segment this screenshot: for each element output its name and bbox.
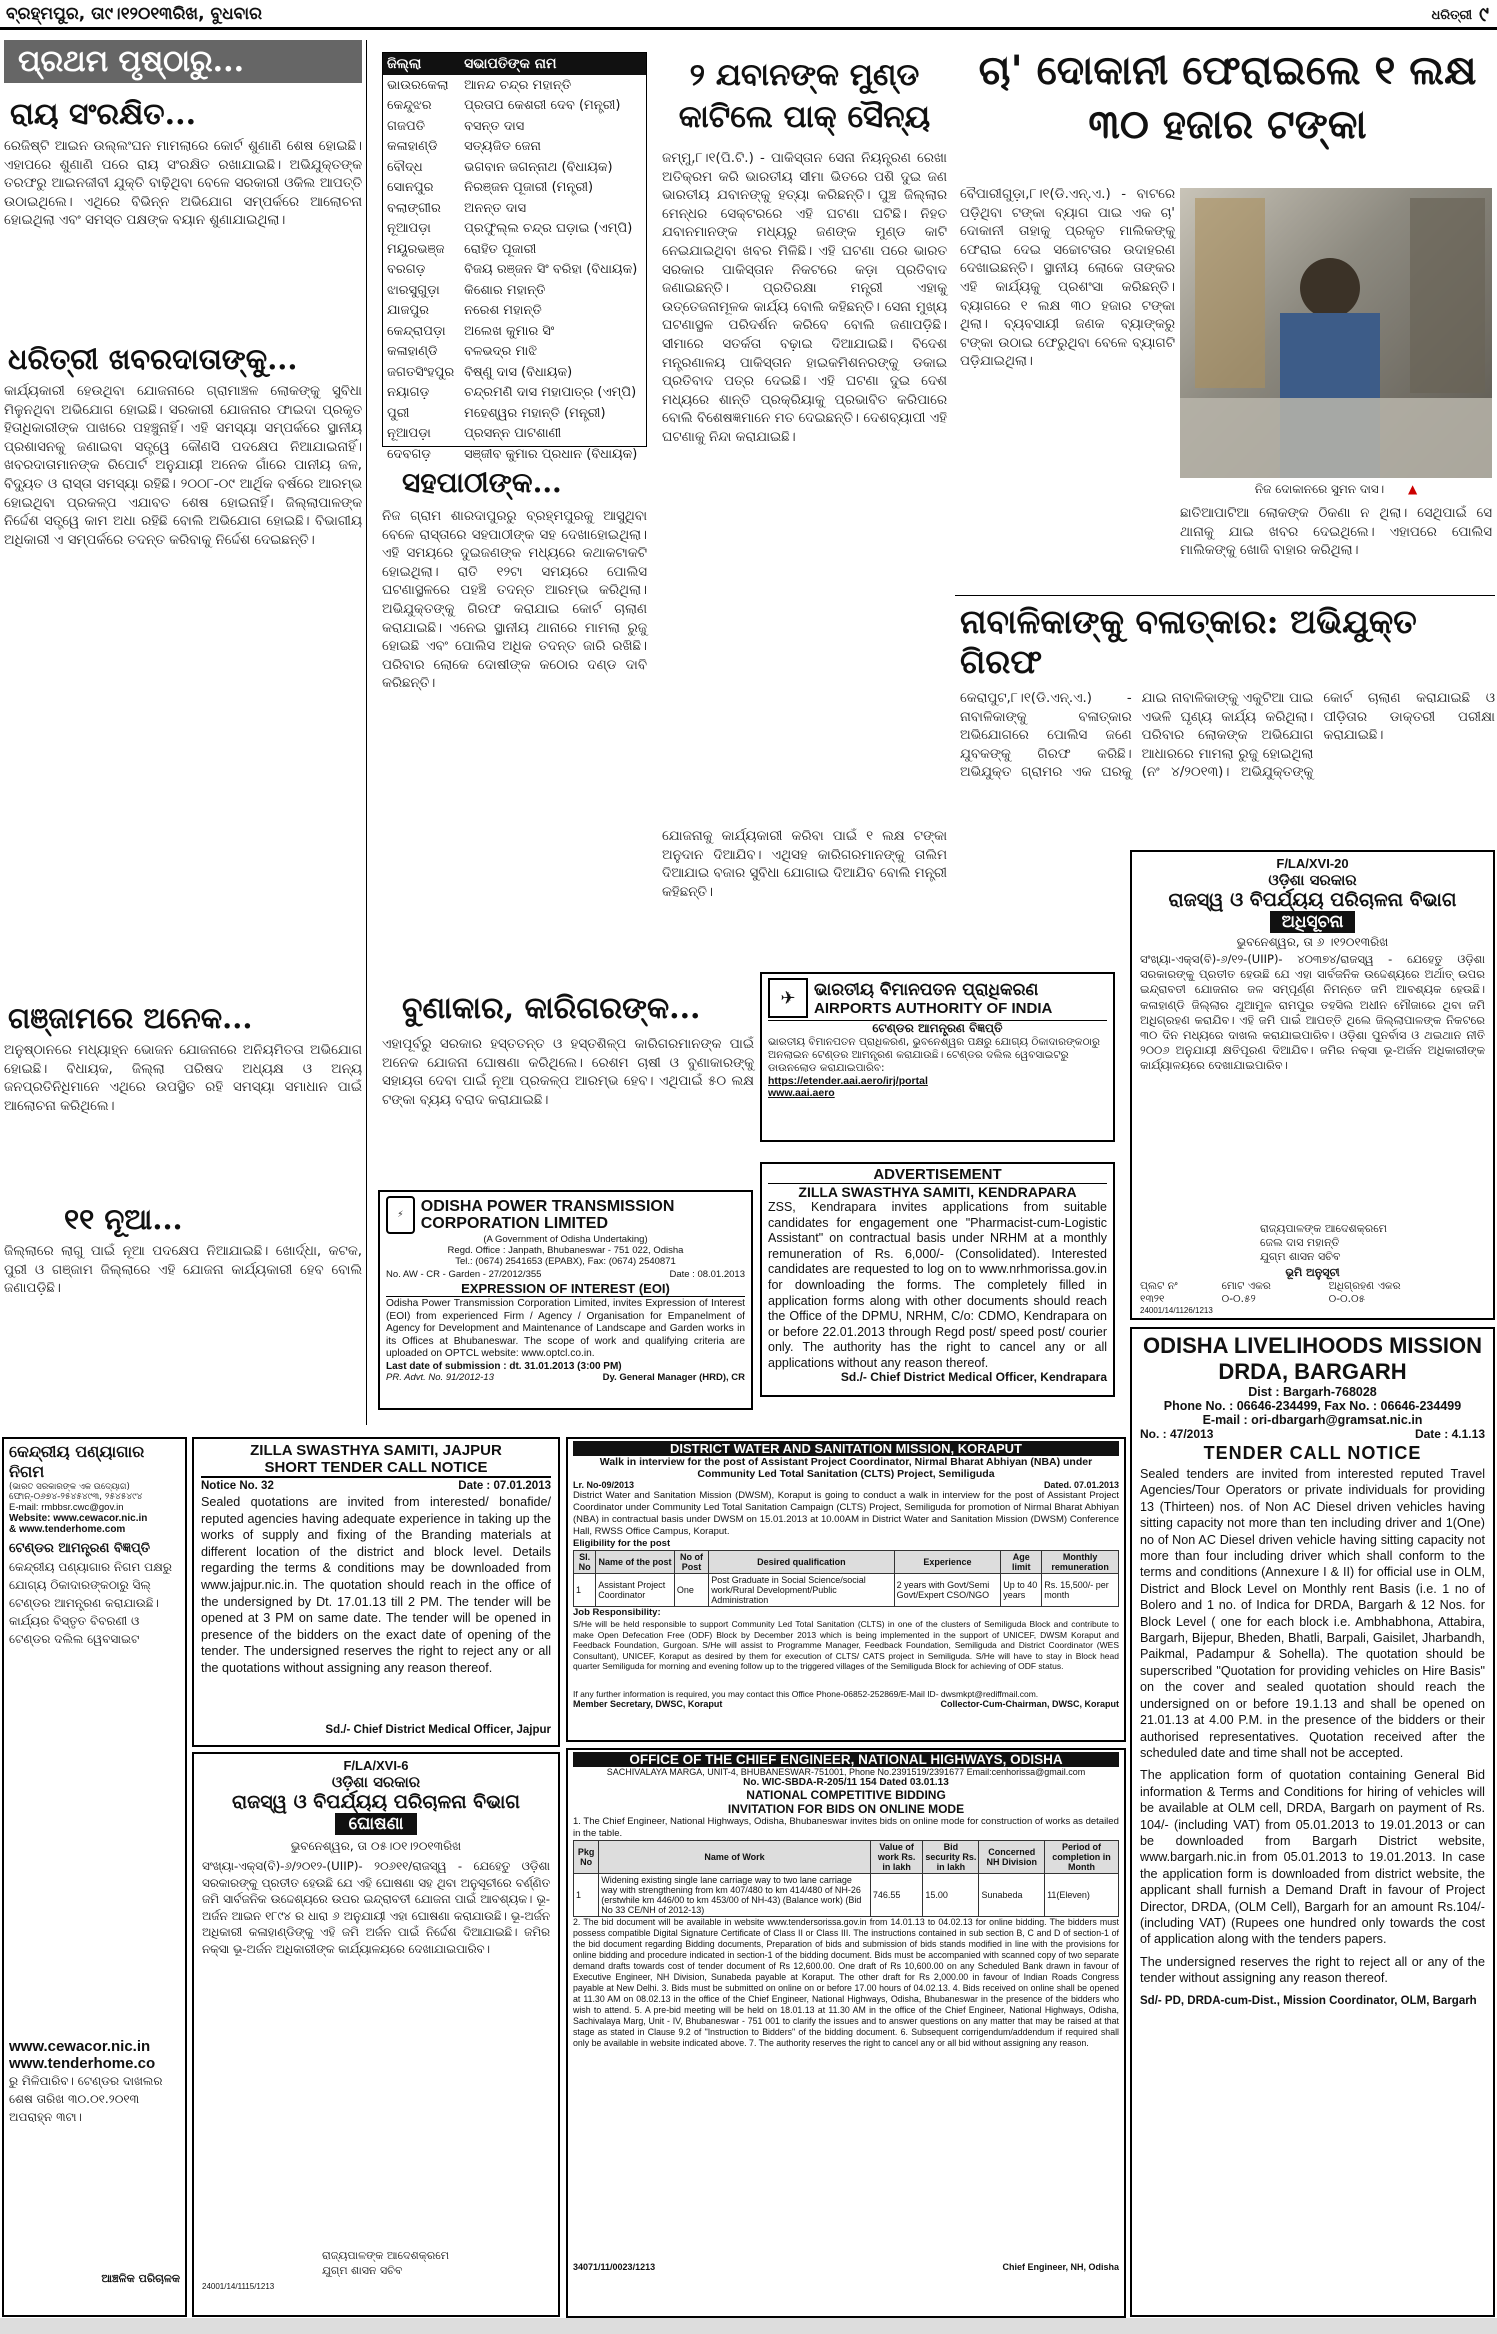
president-name-cell: ପ୍ରଫୁଲ୍ଲ ଚନ୍ଦ୍ର ଘଡ଼ାଇ (ଏମ୍ପି) [464,221,633,237]
president-name-cell: ପ୍ରତାପ କେଶରୀ ଦେବ (ମନ୍ତ୍ରୀ) [464,98,621,114]
olm-title-2: DRDA, BARGARH [1218,1359,1407,1384]
ad-zss-jajpur [192,1437,560,1747]
headline-bunakar: ବୁଣାକାର, କାରିଗରଙ୍କ... [402,991,701,1026]
president-name-cell: ଭଗବାନ ଜଗନ୍ନାଥ (ବିଧାୟକ) [464,159,613,175]
aai-url-etender[interactable]: https://etender.aai.aero/irj/portal [768,1075,928,1087]
table-row [383,116,646,137]
president-name-cell: ବିଜୟ ରଞ୍ଜନ ସିଂ ବରିହା (ବିଧାୟକ) [464,262,638,278]
nh-table-cell: Sunabeda [979,1874,1045,1917]
aai-title-english: AIRPORTS AUTHORITY OF INDIA [814,999,1053,1017]
nh-table-cell: 11(Eleven) [1045,1874,1119,1917]
column-divider [366,40,367,1425]
cewacor-email: E-mail: rmbbsr.cwc@gov.in [9,1502,124,1513]
ad-national-highways [566,1748,1126,2318]
zss-jajpur-notice-no: Notice No. 32 [201,1480,274,1492]
president-name-cell: ବିଷ୍ଣୁ ଦାସ (ବିଧାୟକ) [464,364,573,380]
ad-zss-kendrapara [760,1162,1115,1397]
article-raya: ରେଜିଷ୍ଟି ଆଇନ ଉଲ୍ଲଂଘନ ମାମଲାରେ କୋର୍ଟ ଶୁଣାଣି ଶେଷ ହୋଇଛି। ଏହାପରେ ଶୁଣାଣି ପରେ ରାୟ ସଂରକ୍ଷିତ ରଖାଯାଇଛି। ଅଭିଯୁକ୍ତଙ୍କ ତରଫରୁ ଆଇନଜୀବୀ ଯୁକ୍ତି ବାଢ଼ିଥିବା ବେଳେ ସରକାରୀ ଓକିଲ ଆପତ୍ତି ଉଠାଇଥିଲେ। ଏଥିରେ ବିଭିନ୍ନ ଅଭିଯୋଗ ସମ୍ପର୍କରେ ଆଲୋଚନା ହୋଇଥିଲା ଏବଂ ସମସ୍ତ ପକ୍ଷଙ୍କ ବୟାନ ଶୁଣାଯାଇଥିଲା। [4,139,362,229]
page-number: ୯ [1479,2,1489,26]
president-name-cell: ବଳଭଦ୍ର ମାଝି [464,344,538,360]
ad-dwsm-koraput [566,1437,1126,1742]
article-tea-vendor-cont: ଛାତିଆପାଟିଆ ଲୋକଙ୍କ ଠିକଣା ନ ଥିଲା। ସେଥିପାଇଁ ସେ ଥାନାକୁ ଯାଇ ଖବର ଦେଇଥିଲେ। ଏହାପରେ ପୋଲିସ ମାଲିକଙ୍କୁ ଖୋଜି ବାହାର କରିଥିଲା। [1180,506,1492,559]
ad-revenue-declaration [192,1752,560,2317]
photo-caption: ନିଜ ଦୋକାନରେ ସୁମନ ଦାସ। ▲ [1254,482,1418,496]
cewacor-web-3: www.cewacor.nic.in [9,2038,151,2055]
revenue-left-gov: ଓଡ଼ିଶା ସରକାର [331,1773,421,1791]
optcl-sign: Dy. General Manager (HRD), CR [602,1371,745,1383]
nh-table-header: Name of Work [599,1841,871,1874]
revenue-left-dept: ରାଜସ୍ୱ ଓ ବିପର୍ଯ୍ୟୟ ପରିଚାଳନା ବିଭାଗ [232,1791,520,1813]
dwsm-title: DISTRICT WATER AND SANITATION MISSION, KORAPUT [573,1441,1119,1456]
district-president-table [382,52,647,462]
district-cell: ନୟାଗଡ଼ [387,385,430,401]
dwsm-table-header: Experience [894,1551,1001,1574]
president-name-cell: ସତ୍ୟଜିତ ଜେନା [464,139,541,155]
schedule-head-plot: ପ୍ଲଟ ନଂ [1140,1280,1178,1292]
revenue-right-sign-2: ଜେଲ ଦାସ ମହାନ୍ତି [1260,1236,1340,1249]
ad-cewacor [2,1437,187,2317]
revenue-right-code: F/LA/XVI-20 [1276,856,1349,871]
dwsm-table-header: Sl. No [574,1551,596,1574]
headline-arrest: ନାବାଳିକାଙ୍କୁ ବଳାତ୍କାର: ଅଭିଯୁକ୍ତ ଗିରଫ [960,602,1417,681]
zss-kendrapara-body: ZSS, Kendrapara invites applications from suitable candidates for engagement one "Pharmacist-cum-Logistic Assistant" on contractual basis under NRHM at a monthly remuneration of Rs. 6,000/- (Consolidated). Interested candidates are requested to log on to www.nrhmorissa.gov.in for downloading the forms. The completely filled in application forms along with other documents should reach the Office of the DPMU, NRHM, C/o: CDMO, Kendrapara on or before 22.01.2013 through Regd post/ speed post/ courier only. The authority has the right to cancel any or all applications without any reason thereof. [768,1200,1107,1370]
olm-phone: Phone No. : 06646-234499, Fax No. : 06646-234499 [1163,1399,1462,1413]
aai-subtitle: ଟେଣ୍ଡର ଆମନ୍ତ୍ରଣ ବିଜ୍ଞପ୍ତି [872,1021,1003,1035]
table-row [383,219,646,240]
optcl-title: EXPRESSION OF INTEREST (EOI) [386,1281,745,1297]
nh-table-cell: Widening existing single lane carriage way to two lane carriage way with strengthening from km 407/480 to km 414/480 of NH-26 (erstwhile km 446/00 to km 453/00 of NH-43) (Balance work) (Bid No 33 CE/NH of 2012-13) [599,1874,871,1917]
paper-name: ଧରିତ୍ରୀ [1431,8,1473,23]
district-cell: ସୋନପୁର [387,180,434,196]
page-masthead [0,0,1497,30]
revenue-left-type: ଘୋଷଣା [335,1813,418,1835]
dwsm-table-header: Age limit [1001,1551,1042,1574]
schedule-title: ଭୂମି ଅନୁସୂଚୀ [1285,1266,1340,1279]
triangle-marker-icon: ▲ [1407,482,1418,496]
president-name-cell: ସଞ୍ଜୀବ କୁମାର ପ୍ରଧାନ (ବିଧାୟକ) [464,446,638,462]
district-cell: ଯାଜପୁର [387,303,430,319]
revenue-left-sign-1: ରାଜ୍ୟପାଳଙ୍କ ଆଦେଶକ୍ରମେ [322,2249,449,2262]
nh-head-2: INVITATION FOR BIDS ON ONLINE MODE [727,1802,965,1816]
president-list [383,53,646,465]
article-arrest: କେରାପୁଟ,୮।୧(ଡି.ଏନ୍.ଏ.) - ନାବାଳିକାଙ୍କୁ ବଳାତ୍କାର ଅଭିଯୋଗରେ ପୋଲିସ ଜଣେ ଯୁବକଙ୍କୁ ଗିରଫ କରିଛି। ଅଭିଯୁକ୍ତ ଗ୍ରାମର ଏକ ଘରକୁ ଯାଇ ନାବାଳିକାଙ୍କୁ ଏକୁଟିଆ ପାଇ ଏଭଳି ଘୃଣ୍ୟ କାର୍ଯ୍ୟ କରିଥିଲା। ପରିବାର ଲୋକଙ୍କ ଅଭିଯୋଗ ଆଧାରରେ ମାମଲା ରୁଜୁ ହୋଇଥିଲା (ନଂ ୪/୨୦୧୩)। ଅଭିଯୁକ୍ତଙ୍କୁ କୋର୍ଟ ଚାଲାଣ କରାଯାଇଛି ଓ ପୀଡ଼ିତାର ଡାକ୍ତରୀ ପରୀକ୍ଷା କରାଯାଇଛି। [960,691,1495,781]
zss-kendrapara-title: ZILLA SWASTHYA SAMITI, KENDRAPARA [798,1184,1077,1200]
cewacor-sub: (ଭାରତ ସରକାରଙ୍କ ଏକ ଉଦ୍ୟୋଗ) [9,1482,130,1492]
article-dharitri: କାର୍ଯ୍ୟକାରୀ ହେଉଥିବା ଯୋଜନାରେ ଗ୍ରାମାଞ୍ଚଳ ଲୋକଙ୍କୁ ସୁବିଧା ମିଳୁନଥିବା ଅଭିଯୋଗ ହୋଇଛି। ସରକାରୀ ଯୋଜନାର ଫାଇଦା ପ୍ରକୃତ ହିତାଧିକାରୀଙ୍କ ପାଖରେ ପହଞ୍ଚୁନାହିଁ। ଏହି ସମସ୍ୟା ସମ୍ପର୍କରେ ସ୍ଥାନୀୟ ପ୍ରଶାସନକୁ ଜଣାଇବା ସତ୍ତ୍ୱେ କୌଣସି ପଦକ୍ଷେପ ନିଆଯାଇନାହିଁ। ଖବରଦାତାମାନଙ୍କ ରିପୋର୍ଟ ଅନୁଯାୟୀ ଅନେକ ଗାଁରେ ପାନୀୟ ଜଳ, ବିଦ୍ୟୁତ ଓ ରାସ୍ତା ସମସ୍ୟା ରହିଛି। ୨୦୦୮-୦୯ ଆର୍ଥିକ ବର୍ଷରେ ଆରମ୍ଭ ହୋଇଥିବା ପ୍ରକଳ୍ପ ଏଯାବତ ଶେଷ ହୋଇନାହିଁ। ଜିଲ୍ଲାପାଳଙ୍କ ନିର୍ଦ୍ଦେଶ ସତ୍ତ୍ୱେ କାମ ଅଧା ରହିଛି ବୋଲି ଅଭିଯୋଗ ହୋଇଛି। ବିଭାଗୀୟ ଅଧିକାରୀ ଏ ସମ୍ପର୍କରେ ତଦନ୍ତ କରିବାକୁ ନିର୍ଦ୍ଦେଶ ଦେଇଛନ୍ତି। [4,384,362,548]
page-bottom-strip [0,2318,1497,2334]
dwsm-body: District Water and Sanitation Mission (DWSM), Koraput is going to conduct a walk in interview for the post of Assistant Project Coordinator under Community Led Total Sanitation Campaign (CLTS) Project, Semiliguda for promotion of Nirmal Bharat Abhiyan (NBA) in contractual basis under DWSM on 15.01.2013 at 10.00AM in District Water and Sanitation Mission (DWSM) Conference Hall, RWSS Office Campus, Koraput. [573,1490,1119,1537]
optcl-pr-no: PR. Advt. No. 91/2012-13 [386,1371,494,1383]
president-name-cell: ରୋହିତ ପୂଜାରୀ [464,241,537,257]
president-name-cell: ପ୍ରସନ୍ନ ପାଟଶାଣୀ [464,426,562,442]
dwsm-sign-left: Member Secretary, DWSC, Koraput [573,1699,723,1709]
table-row [383,280,646,301]
president-name-cell: ମହେଶ୍ୱର ମହାନ୍ତି (ମନ୍ତ୍ରୀ) [464,405,606,421]
column-2-articles [382,460,647,1000]
dwsm-table-header: Monthly remuneration [1042,1551,1119,1574]
district-cell: କେନ୍ଦ୍ରାପଡ଼ା [387,323,446,339]
table-row [383,342,646,363]
zss-jajpur-date: Date : 07.01.2013 [458,1480,551,1492]
table-row [383,260,646,281]
photo-tea-vendor [1180,188,1492,478]
headline-dharitri: ଧରିତ୍ରୀ ଖବରଦାତାଙ୍କୁ... [8,342,298,376]
table-row [383,362,646,383]
headline-11-nua: ୧୧ ନୂଆ... [64,1202,183,1236]
revenue-right-type: ଅଧିସୂଚନା [1270,911,1356,933]
article-11-nua: ଜିଲ୍ଲାରେ ଲାଗୁ ପାଇଁ ନୂଆ ପଦକ୍ଷେପ ନିଆଯାଇଛି। ଖୋର୍ଦ୍ଧା, କଟକ, ପୁରୀ ଓ ଗଞ୍ଜାମ ଜିଲ୍ଲାରେ ଏହି ଯୋଜନା କାର୍ଯ୍ୟକାରୀ ହେବ ବୋଲି ଜଣାପଡ଼ିଛି। [4,1244,362,1297]
district-cell: ନୂଆପଡ଼ା [387,221,431,237]
headline-raya: ରାୟ ସଂରକ୍ଷିତ... [10,97,197,132]
masthead-date: ବ୍ରହ୍ମପୁର, ତା୯।୧୨୦୧୩ରିଖ, ବୁଧବାର [6,4,262,24]
nh-table-header: Period of completion in Month [1045,1841,1119,1874]
revenue-left-code: F/LA/XVI-6 [343,1758,409,1773]
dwsm-date: Dated. 07.01.2013 [1043,1480,1119,1490]
optcl-sub: (A Government of Odisha Undertaking) [483,1234,648,1245]
table-row [383,198,646,219]
aai-title-odia: ଭାରତୀୟ ବିମାନପତନ ପ୍ରାଧିକରଣ [814,979,1039,1000]
ad-optcl [378,1190,753,1410]
table-header-name: ସଭାପତିଙ୍କ ନାମ [460,53,646,75]
revenue-left-sign-2: ଯୁଗ୍ମ ଶାସନ ସଚିବ [322,2264,403,2277]
dwsm-table-cell: 1 [574,1574,596,1607]
zss-jajpur-sub: SHORT TENDER CALL NOTICE [201,1459,551,1478]
nh-table [573,1840,1119,1917]
olm-head: TENDER CALL NOTICE [1203,1443,1422,1463]
dwsm-table-cell: Rs. 15,500/- per month [1042,1574,1119,1607]
zss-jajpur-sign: Sd./- Chief District Medical Officer, Jajpur [325,1724,551,1736]
masthead-paper-name [1431,2,1489,26]
dwsm-table-header: Name of the post [596,1551,675,1574]
olm-date: Date : 4.1.13 [1414,1427,1485,1441]
nh-table-cell: 746.55 [870,1874,923,1917]
district-cell: ବୌଦ୍ଧ [387,159,423,175]
dwsm-sub: Walk in interview for the post of Assistant Project Coordinator, Nirmal Bharat Abhiyan (NBA) under Community Led Total Sanitation (CLTS) Project, Semiliguda [599,1456,1093,1480]
nh-ref: 34071/11/0023/1213 [573,2262,656,2272]
revenue-right-body: ସଂଖ୍ୟା-ଏକ୍ସ(ବି)-୬/୧୨-(UIIP)- ୪୦୩୭୪/ରାଜସ୍ୱ - ଯେହେତୁ ଓଡ଼ିଶା ସରକାରଙ୍କୁ ପ୍ରତୀତ ହେଉଛି ଯେ ଏହା ସାର୍ବଜନିକ ଉଦ୍ଦେଶ୍ୟରେ ଅର୍ଥାତ୍ ଉପର ଇନ୍ଦ୍ରାବତୀ ଯୋଜନାର ଜଳ ସମ୍ପୂର୍ଣ୍ଣ ନିମନ୍ତେ ଜମି ଆବଶ୍ୟକ ହେଉଛି। କଳାହାଣ୍ଡି ଜିଲ୍ଲାର ଥୁଆମୁଳ ରାମପୁର ତହସିଲ ଅଧୀନ ମୌଜାରେ ଥିବା ଜମି ଅଧିଗ୍ରହଣ କରାଯିବ। ଏହି ଜମି ପାଇଁ ଆପତ୍ତି ଥିଲେ ଜିଲ୍ଲାପାଳଙ୍କ ନିକଟରେ ୩୦ ଦିନ ମଧ୍ୟରେ ଦାଖଲ କରାଯାଇପାରିବ। ଓଡ଼ିଶା ପୁନର୍ବାସ ଓ ଥଇଥାନ ନୀତି ୨୦୦୬ ଅନୁଯାୟୀ କ୍ଷତିପୂରଣ ଦିଆଯିବ। ଜମିର ନକ୍ସା ଭୂ-ଅର୍ଜନ ଅଧିକାରୀଙ୍କ କାର୍ଯ୍ୟାଳୟରେ ଦେଖାଯାଇପାରିବ। [1140,952,1485,1073]
optcl-body: Odisha Power Transmission Corporation Limited, invites Expression of Interest (EOI) from experienced Firm / Agency / Organisation for Empanelment of Agency for Development and Maintenance of Landscape and Garden works in its Offices at Bhubaneswar. The scope of work and qualifying criteria are uploaded on OPTCL website: www.optcl.co.in. [386,1298,745,1359]
schedule-head-total: ମୋଟ ଏକର [1221,1280,1271,1292]
column-3-articles [662,40,947,975]
ad-aai [760,972,1115,1142]
revenue-right-sign-3: ଯୁଗ୍ମ ଶାସନ ସଚିବ [1260,1250,1341,1263]
dwsm-sign-right: Collector-Cum-Chairman, DWSC, Koraput [940,1699,1119,1709]
dwsm-table-cell: Up to 40 years [1001,1574,1042,1607]
dwsm-responsibility: Job Responsibility: [573,1607,661,1618]
optcl-last-date: Last date of submission : dt. 31.01.2013 (3:00 PM) [386,1360,622,1372]
district-cell: ଗଜପତି [387,118,425,134]
dwsm-contact: If any further information is required, you may contact this Office Phone-06852-252869/E-Mail ID- dwsmkpt@rediffmail.com. [573,1689,1039,1699]
revenue-right-ref: 24001/14/1126/1213 [1140,1306,1213,1315]
section-banner: ପ୍ରଥମ ପୃଷ୍ଠାରୁ... [4,40,362,83]
headline-sahapathi: ସହପାଠୀଙ୍କ... [402,466,562,499]
schedule-table [1140,1280,1485,1306]
revenue-left-ref: 24001/14/1115/1213 [202,2282,275,2291]
article-bunakar: ଏହାପୂର୍ବରୁ ସରକାର ହସ୍ତତନ୍ତ ଓ ହସ୍ତଶିଳ୍ପ କାରିଗରମାନଙ୍କ ପାଇଁ ଅନେକ ଯୋଜନା ଘୋଷଣା କରିଥିଲେ। ରେଶମ ଚାଷୀ ଓ ବୁଣାକାରଙ୍କୁ ସହାୟତା ଦେବା ପାଇଁ ନୂଆ ପ୍ରକଳ୍ପ ଆରମ୍ଭ ହେବ। ଏଥିପାଇଁ ୫୦ ଲକ୍ଷ ଟଙ୍କା ବ୍ୟୟ ବରାଦ କରାଯାଇଛି। [382,1037,754,1108]
cewacor-phone: ଫୋନ୍-୦୬୭୪-୨୫୪୫୪୯୩, ୨୫୪୫୪୯୪ [9,1492,143,1502]
revenue-right-dept: ରାଜସ୍ୱ ଓ ବିପର୍ଯ୍ୟୟ ପରିଚାଳନା ବିଭାଗ [1168,889,1457,911]
table-row [383,96,646,117]
dwsm-table-header: No of Post [674,1551,708,1574]
nh-table-cell: 1 [574,1874,599,1917]
olm-sign: Sd/- PD, DRDA-cum-Dist., Mission Coordinator, OLM, Bargarh [1140,1994,1477,2007]
president-name-cell: କିଶୋର ମହାନ୍ତି [464,282,546,298]
optcl-ref-no: No. AW - CR - Garden - 27/2012/355 [386,1269,542,1280]
table-row [383,239,646,260]
ad-revenue-notification [1130,850,1495,1320]
aai-logo-icon: ✈ [768,978,808,1018]
nh-table-header: Bid security Rs. in lakh [923,1841,979,1874]
schedule-cell-plot: ୧୩୨୧ [1140,1293,1165,1305]
table-row [383,75,646,96]
district-cell: କଳାହାଣ୍ଡି [387,344,438,360]
cewacor-body: କେନ୍ଦ୍ରୀୟ ପଣ୍ୟାଗାର ନିଗମ ପକ୍ଷରୁ ଯୋଗ୍ୟ ଠିକାଦାରଙ୍କଠାରୁ ସିଲ୍ ଟେଣ୍ଡର ଆମନ୍ତ୍ରଣ କରାଯାଉଛି। କାର୍ଯ୍ୟର ବିସ୍ତୃତ ବିବରଣୀ ଓ ଟେଣ୍ଡର ଦଲିଲ ୱେବସାଇଟ [9,1560,172,1646]
zss-kendrapara-sign: Sd./- Chief District Medical Officer, Kendrapara [840,1370,1107,1384]
optcl-address: Regd. Office : Janpath, Bhubaneswar - 751 022, Odisha [447,1245,684,1256]
cewacor-title: କେନ୍ଦ୍ରୀୟ ପଣ୍ୟାଗାର ନିଗମ [9,1442,145,1481]
olm-body-1: Sealed tenders are invited from interested reputed Travel Agencies/Tour Operators or private individuals for providing 13 (Thirteen) nos. of Non AC Diesel driven vehicles having sitting capacity not more than ten including driver and 1(One) no of Non AC Diesel driven vehicle having sitting capacity not more than four including driver which shall conform to the terms and conditions (Annexure I & II) for official use in OLM, District and Block Level on Monthly rent Basis (i.e. 1 no of Bolero and 1 no. of Indica for DRDA, Bargarh & 12 Nos. for Block Level ( one for each block i.e. Ambhabhona, Attabira, Bargarh, Bijepur, Bheden, Bhatli, Barpali, Gaisilet, Jharbandh, Paikmal, Padampur & Sohella). The quotation should be superscribed "Quotation for providing vehicles on Hire Basis" on the cover and sealed quotation should reach the undersigned on or before 19.1.13 and shall be opened on 21.01.13 at 4.00 P.M. in the presence of the bidders or their authorised representatives. Quotation received after the scheduled date and time shall not be accepted. [1140,1467,1485,1760]
tea-vendor-story [960,40,1495,600]
dwsm-lr-no: Lr. No-09/2013 [573,1480,635,1490]
olm-email: E-mail : ori-dbargarh@gramsat.nic.in [1202,1413,1423,1427]
dwsm-table-header: Desired qualification [709,1551,894,1574]
district-cell: ନୂଆପଡ଼ା [387,426,431,442]
nh-sign: Chief Engineer, NH, Odisha [1002,2262,1119,2272]
table-row [383,157,646,178]
column-1 [4,40,362,1440]
aai-body: ଭାରତୀୟ ବିମାନପତନ ପ୍ରାଧିକରଣ, ଭୁବନେଶ୍ୱର ପକ୍ଷରୁ ଯୋଗ୍ୟ ଠିକାଦାରଙ୍କଠାରୁ ଅନଲାଇନ ଟେଣ୍ଡର ଆମନ୍ତ୍ରଣ କରାଯାଉଛି। ଟେଣ୍ଡର ଦଲିଲ ୱେବସାଇଟରୁ ଡାଉନଲୋଡ କରାଯାଇପାରିବ: [768,1036,1100,1074]
aai-url-site[interactable]: www.aai.aero [768,1087,835,1099]
optcl-date: Date : 08.01.2013 [669,1269,745,1280]
zss-kendrapara-head: ADVERTISEMENT [768,1166,1107,1184]
district-cell: ଜଗତସିଂହପୁର [387,364,455,380]
president-name-cell: ନରେଶ ମହାନ୍ତି [464,303,542,319]
president-name-cell: ବସନ୍ତ ଦାସ [464,118,525,134]
nh-ref-no: No. WIC-SBDA-R-205/11 154 Dated 03.01.13 [743,1777,949,1788]
article-sahapathi: ନିଜ ଗ୍ରାମ ଶାରଦାପୁରରୁ ବ୍ରହ୍ମପୁରକୁ ଆସୁଥିବା ବେଳେ ରାସ୍ତାରେ ସହପାଠୀଙ୍କ ସହ ଦେଖାହୋଇଥିଲା। ଏହି ସମୟରେ ଦୁଇଜଣଙ୍କ ମଧ୍ୟରେ କଥାକଟାକଟି ହୋଇଥିଲା। ରାତି ୧୨ଟା ସମୟରେ ପୋଲିସ ଘଟଣାସ୍ଥଳରେ ପହଞ୍ଚି ତଦନ୍ତ ଆରମ୍ଭ କରିଥିଲା। ଅଭିଯୁକ୍ତଙ୍କୁ ଗିରଫ କରାଯାଇ କୋର୍ଟ ଚାଲାଣ କରାଯାଇଛି। ଏନେଇ ସ୍ଥାନୀୟ ଥାନାରେ ମାମଲା ରୁଜୁ ହୋଇଛି ଏବଂ ପୋଲିସ ଅଧିକ ତଦନ୍ତ ଜାରି ରଖିଛି। ପରିବାର ଲୋକେ ଦୋଷୀଙ୍କ କଠୋର ଦଣ୍ଡ ଦାବି କରିଛନ୍ତି। [382,509,647,692]
dwsm-table [573,1550,1119,1607]
olm-body-2: The application form of quotation containing General Bid information & Terms and Conditions for hiring of vehicles will be available at OLM cell, DRDA, Bargarh on payment of Rs. 104/- (including VAT) from 05.01.2013 to 19.01.2013 or can be downloaded from Bargarh District website, www.bargarh.nic.in from 05.01.2013 to 19.01.2013. In case the application form is downloaded from district website, the applicant shall furnish a Demand Draft in favour of Project Director, DRDA, (OLM Cell), Bargarh for an amount Rs.104/- (including VAT) (Rupees one hundred only towards the cost of application along with the tenders papers. [1140,1768,1485,1947]
president-name-cell: ନିରଞ୍ଜନ ପୂଜାରୀ (ମନ୍ତ୍ରୀ) [464,180,594,196]
cewacor-web-2: & www.tenderhome.com [9,1524,126,1535]
schedule-cell-total: ୦-୦.୫୨ [1221,1293,1256,1305]
divider-tea [955,595,1495,596]
headline-ganjam: ଗଞ୍ଜାମରେ ଅନେକ... [8,1001,253,1035]
dwsm-table-cell: 2 years with Govt/Semi Govt/Expert CSO/NGO [894,1574,1001,1607]
article-tea-vendor: ବୈପାରୀଗୁଡ଼ା,୮।୧(ଡି.ଏନ୍.ଏ.) - ବାଟରେ ପଡ଼ିଥିବା ଟଙ୍କା ବ୍ୟାଗ ପାଇ ଏକ ଚା' ଦୋକାନୀ ତାହାକୁ ପ୍ରକୃତ ମାଲିକଙ୍କୁ ଫେରାଇ ଦେଇ ସଚ୍ଚୋଟତାର ଉଦାହରଣ ଦେଖାଇଛନ୍ତି। ସ୍ଥାନୀୟ ଲୋକେ ତାଙ୍କର ଏହି କାର୍ଯ୍ୟକୁ ପ୍ରଶଂସା କରିଛନ୍ତି। ବ୍ୟାଗରେ ୧ ଲକ୍ଷ ୩୦ ହଜାର ଟଙ୍କା ଥିଲା। ବ୍ୟବସାୟୀ ଜଣକ ବ୍ୟାଙ୍କରୁ ଟଙ୍କା ଉଠାଇ ଫେରୁଥିବା ବେଳେ ବ୍ୟାଗଟି ପଡ଼ିଯାଇଥିଲା। [960,187,1175,370]
district-cell: ବରଗଡ଼ [387,262,426,278]
district-cell: ଭାଉରକେଲା [387,77,449,93]
nh-body: 2. The bid document will be available in website www.tendersorissa.gov.in from 14.01.13 to 04.02.13 for online bidding. The bidders must possess compatible Digital Signature Certificate of Class II or Class III. The instructions contained in sub section B, C and D of section-1 of the bid document regarding Bidding documents, Preparation of bids and submission of bids stands modified in line with the provisions for online bidding and procedure indicated in section-1 of the bidding document. Bids must be accompanied with scanned copy of two separate demand drafts towards cost of tender document of Rs 12,600.00. One draft of Rs 10,600.00 on any Scheduled Bank drawn in favour of Executive Engineer, NH Division, Sunabeda payable at Koraput. The other draft for Rs 2,000.00 in favour of Indian Roads Congress payable at New Delhi. 3. Bids must be submitted on online on or before 17.00 hours of 04.02.13. 4. Bids received on online shall be opened at 11.30 AM on 08.02.13 in the office of the Chief Engineer, National Highways, Odisha, Bhubaneswar in the presence of the bidders who wish to attend. 5. A pre-bid meeting will be held on 18.01.13 at 11.30 AM in the office of the Chief Engineer, National Highways, Odisha, Sachivalaya Marg, Unit - IV, Bhubaneswar - 751 001 to clarify the issues and to answer questions on any matter that may be raised at that stage as stated in Clause 9.2 of "Instruction to Bidders" of the bidding document. 6. Subsequent corrigendum/addendum if required shall only be available in website indicated above. 7. The authority reserves the right to cancel any or all bid without assigning any reason. [573,1917,1119,2048]
table-row [383,137,646,158]
cewacor-web-1: Website: www.cewacor.nic.in [9,1513,148,1524]
cewacor-tag: ଟେଣ୍ଡର ଆମନ୍ତ୍ରଣ ବିଜ୍ଞପ୍ତି [9,1541,151,1556]
revenue-left-date: ଭୁବନେଶ୍ୱର, ତା ୦୫।୦୧।୨୦୧୩ରିଖ [290,1839,462,1853]
district-cell: ପୁରୀ [387,405,410,421]
table-row [383,301,646,322]
article-pak-army: ଜମ୍ମୁ,୮।୧(ପି.ଟି.) - ପାକିସ୍ତାନ ସେନା ନିୟନ୍ତ୍ରଣ ରେଖା ଅତିକ୍ରମ କରି ଭାରତୀୟ ସୀମା ଭିତରେ ପଶି ଦୁଇ ଜଣ ଭାରତୀୟ ଯବାନଙ୍କୁ ହତ୍ୟା କରିଛନ୍ତି। ପୁଞ୍ଚ ଜିଲ୍ଲାର ମେନ୍ଧର ସେକ୍ଟରରେ ଏହି ଘଟଣା ଘଟିଛି। ନିହତ ଯବାନମାନଙ୍କ ମଧ୍ୟରୁ ଜଣଙ୍କ ମୁଣ୍ଡ କାଟି ନେଇଯାଇଥିବା ଖବର ମିଳିଛି। ଏହି ଘଟଣା ପରେ ଭାରତ ସରକାର ପାକିସ୍ତାନ ନିକଟରେ କଡ଼ା ପ୍ରତିବାଦ ଜଣାଇଛନ୍ତି। ପ୍ରତିରକ୍ଷା ମନ୍ତ୍ରୀ ଏହାକୁ ଉତ୍ତେଜନାମୂଳକ କାର୍ଯ୍ୟ ବୋଲି କହିଛନ୍ତି। ସେନା ମୁଖ୍ୟ ଘଟଣାସ୍ଥଳ ପରିଦର୍ଶନ କରିବେ ବୋଲି ଜଣାପଡ଼ିଛି। ସୀମାରେ ସତର୍କତା ବଢ଼ାଇ ଦିଆଯାଇଛି। ବିଦେଶ ମନ୍ତ୍ରଣାଳୟ ପାକିସ୍ତାନ ହାଇକମିଶନରଙ୍କୁ ଡକାଇ ପ୍ରତିବାଦ ପତ୍ର ଦେଇଛି। ଏହି ଘଟଣା ଦୁଇ ଦେଶ ମଧ୍ୟରେ ଶାନ୍ତି ପ୍ରକ୍ରିୟାକୁ ପ୍ରଭାବିତ କରିପାରେ ବୋଲି ବିଶେଷଜ୍ଞମାନେ ମତ ଦେଇଛନ୍ତି। ଦେଶବ୍ୟାପୀ ଏହି ଘଟଣାକୁ ନିନ୍ଦା କରାଯାଇଛି। [662,151,947,445]
nh-table-header: Value of work Rs. in lakh [870,1841,923,1874]
dwsm-table-cell: Assistant Project Coordinator [596,1574,675,1607]
cewacor-sign: ଆଞ୍ଚଳିକ ପରିଚାଳକ [101,2272,180,2285]
president-name-cell: ଅଲେଖ କୁମାର ସିଂ [464,323,555,339]
nh-address: SACHIVALAYA MARGA, UNIT-4, BHUBANESWAR-751001, Phone No.2391519/2391677 Email:cenhorissa@gmail.com [606,1767,1086,1777]
olm-body-3: The undersigned reserves the right to reject all or any of the tender without assigning any reason thereof. [1140,1954,1485,1986]
district-cell: ଝାରସୁଗୁଡ଼ା [387,282,440,298]
optcl-name: ODISHA POWER TRANSMISSION CORPORATION LIMITED [420,1198,675,1232]
optcl-logo-icon: ⚡ [386,1196,415,1234]
revenue-right-gov: ଓଡ଼ିଶା ସରକାର [1268,871,1357,889]
table-row [383,321,646,342]
district-cell: କଳାହାଣ୍ଡି [387,139,438,155]
table-header-district: ଜିଲ୍ଲା [383,53,460,75]
revenue-right-date: ଭୁବନେଶ୍ୱର, ତା ୬ ।୧୨୦୧୩ରିଖ [1236,935,1389,949]
ad-olm-bargarh [1130,1327,1495,2317]
olm-title-1: ODISHA LIVELIHOODS MISSION [1143,1333,1482,1358]
arrest-story [960,602,1495,847]
nh-title: OFFICE OF THE CHIEF ENGINEER, NATIONAL HIGHWAYS, ODISHA [573,1752,1119,1767]
table-row [383,424,646,445]
nh-table-cell: 15.00 [923,1874,979,1917]
dwsm-responsibility-body: S/He will be held responsible to support Community Led Total Sanitation (CLTS) in one of the clusters of Semiliguda Block and contribute to make Open Defecation Free (ODF) Block by December 2013 which is being implemented in the support of UNICEF, DWSM Koraput and Feedback Foundation, Gurgoan. S/He will assist to Programme Manager, Feedback Foundation, Semiliguda and District Coordinator (WES Consultant), UNICEF, Koraput as desired by them for execution of CLTS/ CATS project in Semiliguda. S/He will have to stay in Block head quarter Semiliguda for morning and evening follow up to the triggered villages of the Semiliguda Block for achieving of ODF status. [573,1619,1119,1671]
dwsm-table-cell: One [674,1574,708,1607]
cewacor-body-2: ରୁ ମିଳିପାରିବ। ଟେଣ୍ଡର ଦାଖଲର ଶେଷ ତାରିଖ ୩୦.୦୧.୨୦୧୩ ଅପରାହ୍ନ ୩ଟା। [9,2074,163,2124]
table-row [383,383,646,404]
district-cell: ଦେବଗଡ଼ [387,446,431,462]
president-name-cell: ଆନନ୍ଦ ଚନ୍ଦ୍ର ମହାନ୍ତି [464,77,572,93]
table-row [383,178,646,199]
revenue-left-body: ସଂଖ୍ୟା-ଏକ୍ସ(ବି)-୬/୨୦୧୨-(UIIP)- ୨୦୬୧୧/ରାଜସ୍ୱ - ଯେହେତୁ ଓଡ଼ିଶା ସରକାରଙ୍କୁ ପ୍ରତୀତ ହେଉଛି ଯେ ଏହି ଘୋଷଣା ସହ ଥିବା ଅନୁସୂଚୀରେ ବର୍ଣ୍ଣିତ ଜମି ସାର୍ବଜନିକ ଉଦ୍ଦେଶ୍ୟରେ ଉପର ଇନ୍ଦ୍ରାବତୀ ଯୋଜନା ପାଇଁ ଆବଶ୍ୟକ। ଭୂ-ଅର୍ଜନ ଆଇନ ୧୮୯୪ ର ଧାରା ୬ ଅନୁଯାୟୀ ଏହା ଘୋଷଣା କରାଯାଉଛି। ଭୂ-ଅର୍ଜନ ଅଧିକାରୀ କଳାହାଣ୍ଡିଙ୍କୁ ଏହି ଜମି ଅର୍ଜନ ପାଇଁ ନିର୍ଦ୍ଦେଶ ଦିଆଯାଇଛି। ଜମିର ନକ୍ସା ଭୂ-ଅର୍ଜନ ଅଧିକାରୀଙ୍କ କାର୍ଯ୍ୟାଳୟରେ ଦେଖାଯାଇପାରିବ। [202,1859,550,1956]
optcl-tel: Tel.: (0674) 2541653 (EPABX), Fax: (0674) 2540871 [455,1256,676,1267]
zss-jajpur-body: Sealed quotations are invited from interested/ bonafide/ reputed agencies having adequate experience in taking up the works of supply and fixing of the Branding materials at different location of the district and block level. Details regarding the terms & conditions may be downloaded from www.jajpur.nic.in. The quotation should reach in the office of the undersigned by Dt. 17.01.13 till 2 PM. The tender will be opened at 3 PM on same date. The tender will be opened in presence of the bidders on the exact date of opening of the tender. The undersigned reserves the right to reject any or all the quotations without assigning any reason thereof. [201,1495,551,1675]
nh-intro: 1. The Chief Engineer, National Highways, Odisha, Bhubaneswar invites bids on online mode for construction of works as detailed in the table. [573,1816,1119,1839]
headline-pak-army: ୨ ଯବାନଙ୍କ ମୁଣ୍ଡ କାଟିଲେ ପାକ୍ ସୈନ୍ୟ [678,57,931,135]
article-pak-army-cont: ଯୋଜନାକୁ କାର୍ଯ୍ୟକାରୀ କରିବା ପାଇଁ ୧ ଲକ୍ଷ ଟଙ୍କା ଅନୁଦାନ ଦିଆଯିବ। ଏଥିସହ କାରିଗରମାନଙ୍କୁ ତାଲିମ ଦିଆଯାଇ ବଜାର ସୁବିଧା ଯୋଗାଇ ଦିଆଯିବ ବୋଲି ମନ୍ତ୍ରୀ କହିଛନ୍ତି। [662,829,947,900]
headline-tea-vendor: ଚା' ଦୋକାନୀ ଫେରାଇଲେ ୧ ଲକ୍ଷ ୩୦ ହଜାର ଟଙ୍କା [978,47,1477,148]
district-cell: ମୟୂରଭଞ୍ଜ [387,241,445,257]
revenue-right-sign-1: ରାଜ୍ୟପାଳଙ୍କ ଆଦେଶକ୍ରମେ [1260,1222,1387,1235]
dwsm-table-cell: Post Graduate in Social Science/social work/Rural Development/Public Administration [709,1574,894,1607]
president-name-cell: ଚନ୍ଦ୍ରମଣି ଦାସ ମହାପାତ୍ର (ଏମ୍ପି) [464,385,637,401]
dwsm-eligibility: Eligibility for the post [573,1538,671,1549]
district-cell: କେନ୍ଦୁଝର [387,98,432,114]
schedule-cell-acquire: ୦-୦.୦୫ [1328,1293,1366,1305]
olm-dist: Dist : Bargarh-768028 [1248,1385,1377,1399]
nh-table-header: Concerned NH Division [979,1841,1045,1874]
schedule-head-acquire: ଅଧିଗ୍ରହଣ ଏକର [1328,1280,1401,1292]
table-row [383,403,646,424]
district-cell: ବଲାଙ୍ଗୀର [387,200,441,216]
nh-table-header: Pkg No [574,1841,599,1874]
zss-jajpur-title: ZILLA SWASTHYA SAMITI, JAJPUR [250,1442,502,1459]
olm-ref-no: No. : 47/2013 [1140,1427,1214,1441]
bunakar-section [382,985,754,1185]
article-ganjam: ଅନୁଷ୍ଠାନରେ ମଧ୍ୟାହ୍ନ ଭୋଜନ ଯୋଜନାରେ ଅନିୟମିତତା ଅଭିଯୋଗ ହୋଇଛି। ବିଧାୟକ, ଜିଲ୍ଲା ପରିଷଦ ଅଧ୍ୟକ୍ଷ ଓ ଅନ୍ୟ ଜନପ୍ରତିନିଧିମାନେ ଏଥିରେ ଉପସ୍ଥିତ ରହି ସମସ୍ୟା ସମାଧାନ ପାଇଁ ଆଲୋଚନା କରିଥିଲେ। [4,1043,362,1114]
president-name-cell: ଅନନ୍ତ ଦାସ [464,200,527,216]
cewacor-web-4: www.tenderhome.co [9,2055,156,2072]
nh-head: NATIONAL COMPETITIVE BIDDING [746,1788,946,1802]
